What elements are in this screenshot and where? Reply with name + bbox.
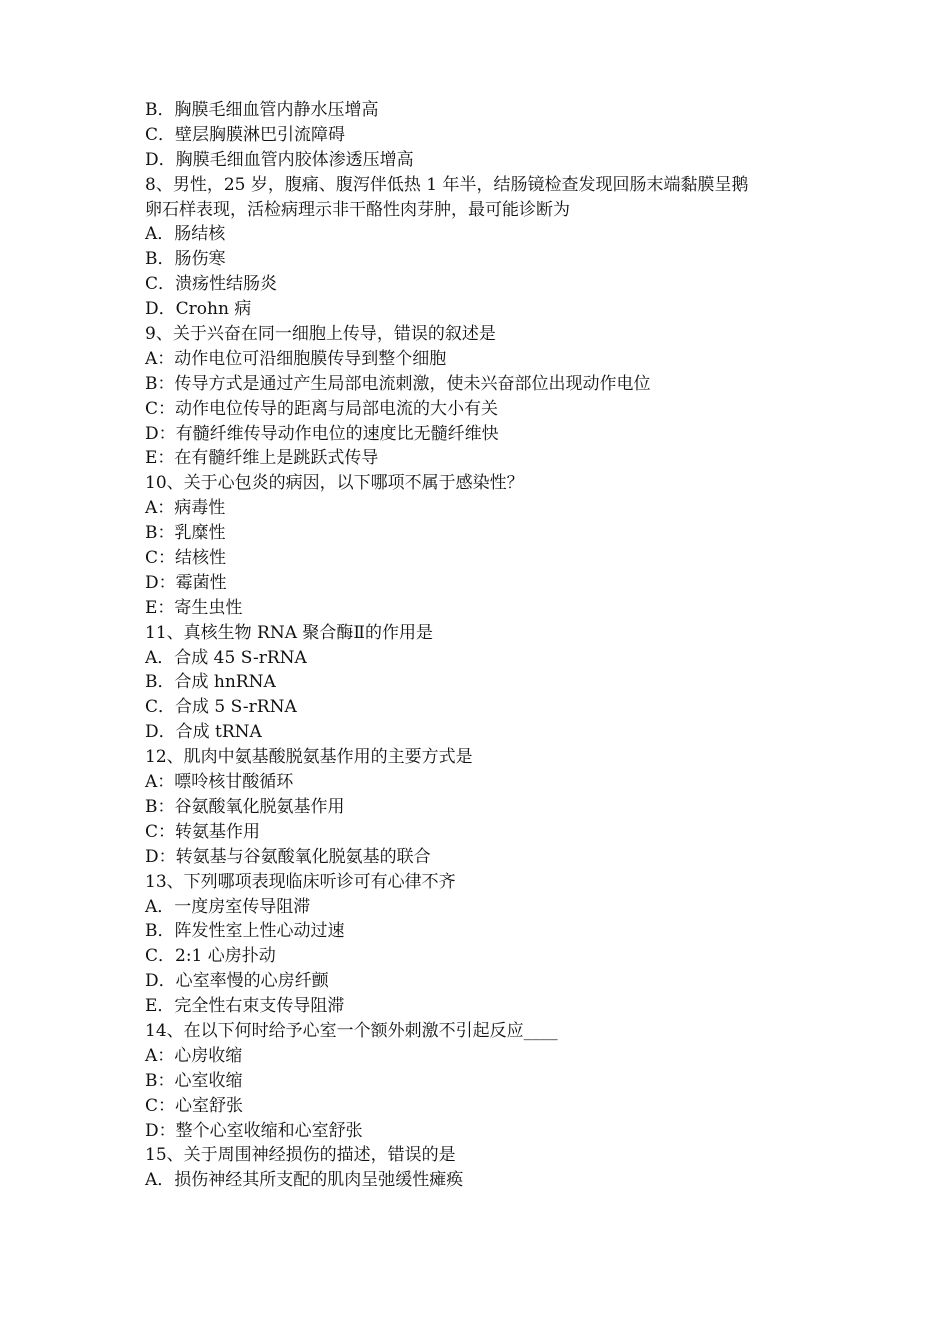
- answer-option: A．损伤神经其所支配的肌肉呈弛缓性瘫痪: [145, 1170, 464, 1191]
- question-text: 11、真核生物 RNA 聚合酶Ⅱ的作用是: [145, 622, 433, 643]
- question-text: 卵石样表现，活检病理示非干酪性肉芽肿，最可能诊断为: [145, 199, 570, 220]
- answer-option: D：霉菌性: [145, 572, 227, 593]
- question-text: 14、在以下何时给予心室一个额外刺激不引起反应____: [145, 1020, 558, 1041]
- answer-option: C．2:1 心房扑动: [145, 946, 276, 967]
- question-text: 13、下列哪项表现临床听诊可有心律不齐: [145, 871, 456, 892]
- answer-option: C：转氨基作用: [145, 821, 261, 842]
- question-text: 10、关于心包炎的病因，以下哪项不属于感染性？: [145, 473, 524, 494]
- answer-option: E．完全性右束支传导阻滞: [145, 996, 345, 1017]
- answer-option: D．合成 tRNA: [145, 722, 262, 743]
- answer-option: B．肠伤寒: [145, 249, 226, 270]
- answer-option: D：有髓纤维传导动作电位的速度比无髓纤维快: [145, 423, 499, 444]
- answer-option: A：嘌呤核甘酸循环: [145, 772, 294, 793]
- text-line: C．壁层胸膜淋巴引流障碍: [145, 124, 346, 145]
- answer-option: B．阵发性室上性心动过速: [145, 921, 345, 942]
- answer-option: E：寄生虫性: [145, 597, 243, 618]
- answer-option: D：转氨基与谷氨酸氧化脱氨基的联合: [145, 846, 431, 867]
- answer-option: C．合成 5 S-rRNA: [145, 697, 297, 718]
- text-line: B．胸膜毛细血管内静水压增高: [145, 100, 379, 120]
- answer-option: B．合成 hnRNA: [145, 672, 276, 693]
- answer-option: B：传导方式是通过产生局部电流刺激，使未兴奋部位出现动作电位: [145, 373, 651, 394]
- document-body: [145, 98, 825, 1193]
- answer-option: A：动作电位可沿细胞膜传导到整个细胞: [145, 348, 447, 369]
- answer-option: D．Crohn 病: [145, 299, 252, 320]
- answer-option: A：病毒性: [145, 498, 226, 519]
- answer-option: A．合成 45 S-rRNA: [145, 647, 307, 668]
- question-text: 9、关于兴奋在同一细胞上传导，错误的叙述是: [145, 324, 496, 345]
- answer-option: C．溃疡性结肠炎: [145, 274, 278, 295]
- question-text: 8、男性，25 岁，腹痛、腹泻伴低热 1 年半，结肠镜检查发现回肠末端黏膜呈鹅: [145, 174, 749, 195]
- answer-option: A：心房收缩: [145, 1045, 243, 1066]
- question-text: 12、肌肉中氨基酸脱氨基作用的主要方式是: [145, 747, 473, 768]
- answer-option: B：心室收缩: [145, 1070, 243, 1091]
- answer-option: C：结核性: [145, 548, 227, 569]
- answer-option: B：谷氨酸氧化脱氨基作用: [145, 796, 345, 817]
- answer-option: D：整个心室收缩和心室舒张: [145, 1120, 363, 1141]
- answer-option: A．一度房室传导阻滞: [145, 896, 311, 917]
- answer-option: C：心室舒张: [145, 1095, 244, 1116]
- answer-option: D．心室率慢的心房纤颤: [145, 971, 329, 992]
- question-text: 15、关于周围神经损伤的描述，错误的是: [145, 1145, 456, 1166]
- answer-option: C：动作电位传导的距离与局部电流的大小有关: [145, 398, 499, 419]
- answer-option: E：在有髓纤维上是跳跃式传导: [145, 448, 379, 469]
- answer-option: A．肠结核: [145, 224, 226, 245]
- answer-option: B：乳糜性: [145, 523, 226, 544]
- text-line: D．胸膜毛细血管内胶体渗透压增高: [145, 149, 414, 170]
